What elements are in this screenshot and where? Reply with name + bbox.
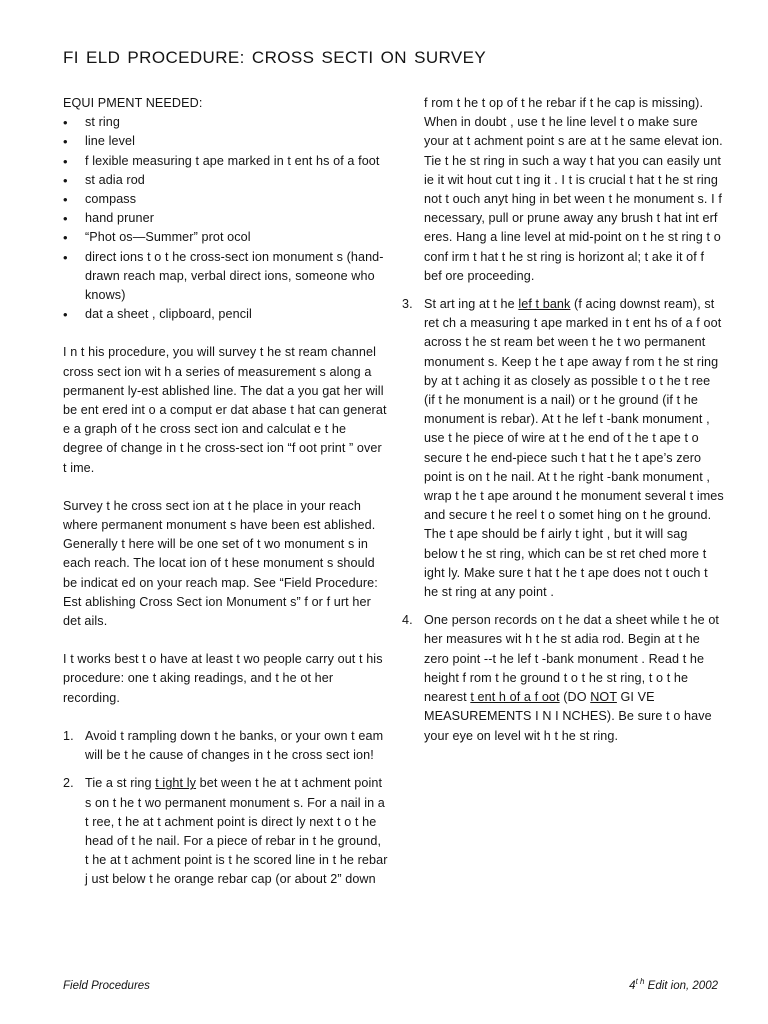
left-column bbox=[63, 94, 388, 899]
step-4 bbox=[402, 611, 724, 745]
step-number: 3. bbox=[402, 297, 413, 312]
emphasis: NOT bbox=[590, 690, 617, 705]
step-text: bet ween t he at t achment point s on t he t wo permanent monument s. For a nail in a t ree, t he at t achment point is direct ly next t o t he head of t he nail. For a piece of rebar in t he ground, t he at t achment point is t he scored line in t he rebar j ust below t he orange rebar cap (or about 2” down bbox=[85, 776, 388, 887]
step-text: Avoid t rampling down t he banks, or your own t eam will be t he cause of changes in t he cross sect ion! bbox=[85, 728, 384, 763]
list-item: • compass bbox=[63, 190, 388, 209]
edition-superscript: t h bbox=[635, 977, 645, 987]
emphasis: t ight ly bbox=[155, 776, 197, 791]
step-number: 2. bbox=[63, 776, 74, 791]
step-2 bbox=[63, 774, 388, 889]
footer-edition bbox=[629, 977, 718, 992]
steps-list bbox=[63, 727, 388, 890]
footer-left: Field Procedures bbox=[63, 980, 150, 992]
step-number: 1. bbox=[63, 728, 74, 743]
list-item: • f lexible measuring t ape marked in t ent hs of a foot bbox=[63, 152, 388, 171]
page-title: FI ELD PROCEDURE: CROSS SECTI ON SURVEY bbox=[63, 48, 487, 67]
list-item: • hand pruner bbox=[63, 209, 388, 228]
right-column bbox=[402, 94, 724, 755]
equipment-heading: EQUI PMENT NEEDED: bbox=[63, 96, 203, 110]
step-text: One person records on t he dat a sheet while t he ot her measures wit h t he st adia rod. Begin at t he zero point --t he lef t -bank monument . Read t he height f rom t he ground t o t he st ring, t o t he nearest bbox=[424, 613, 720, 705]
step-text: St art ing at t he bbox=[424, 297, 519, 312]
list-item: • st adia rod bbox=[63, 171, 388, 190]
step-text: Tie a st ring bbox=[85, 776, 156, 791]
edition-number: 4 bbox=[629, 980, 636, 992]
people-paragraph: I t works best t o have at least t wo people carry out t his procedure: one t aking readings, and t he ot her recording. bbox=[63, 652, 383, 705]
equipment-list bbox=[63, 113, 388, 324]
steps-list-continued bbox=[402, 295, 724, 746]
step-number: 4. bbox=[402, 613, 413, 628]
step-3 bbox=[402, 295, 724, 602]
list-item: • direct ions t o t he cross-sect ion monument s (hand-drawn reach map, verbal direct ions, someone who knows) bbox=[63, 248, 388, 306]
step-text: GI VE MEASUREMENTS I N I NCHES). Be sure t o have your eye on level wit h t he st ring. bbox=[424, 690, 712, 743]
list-item: • st ring bbox=[63, 113, 388, 132]
step-text: (DO bbox=[559, 690, 591, 705]
emphasis: lef t bank bbox=[518, 297, 571, 312]
step-1 bbox=[63, 727, 388, 765]
step-2-continued: f rom t he t op of t he rebar if t he cap is missing). When in doubt , use t he line level t o make sure your at t achment point s are at t he same elevat ion. Tie t he st ring in such a way t hat you can easily unt ie it wit hout cut t ing it . I t is crucial t hat t he st ring not t ouch anyt hing in bet ween t he monument s. I f necessary, pull or prune away any brush t hat int erf eres. Hang a line level at mid-point on t he st ring t o conf irm t hat t he st ring is horizont al; t ake it of f bef ore proceeding. bbox=[424, 96, 723, 283]
list-item: • line level bbox=[63, 132, 388, 151]
step-text: (f acing downst ream), st ret ch a measuring t ape marked in t ent hs of a f oot across t he st ream bet ween t he t wo permanent monument s. Keep t he t ape away f rom t he st ring by at t aching it as closely as possible t o t he t ree (if t he monument is a nail) or t he ground (if t he monument is rebar). At t he lef t -bank monument , use t he piece of wire at t he end of t he t ape t o secure t he end-piece such t hat t he t ape’s zero point is on t he nail. At t he right -bank monument , wrap t he t ape around t he monument several t imes and secure t he reel t o somet hing on t he ground. The t ape should be f airly t ight , but it will sag below t he st ring, which can be st ret ched more t ight ly. Make sure t hat t he t ape does not t ouch t he st ring at any point . bbox=[424, 297, 724, 600]
emphasis: t ent h of a f oot bbox=[470, 690, 560, 705]
location-paragraph: Survey t he cross sect ion at t he place in your reach where permanent monument s have been est ablished. Generally t here will be one set of t wo monument s in each reach. The locat ion of t hese monument s should be indicat ed on your reach map. See “Field Procedure: Est ablishing Cross Sect ion Monument s” f or f urt her det ails. bbox=[63, 498, 378, 629]
edition-text: Edit ion, 2002 bbox=[644, 980, 718, 992]
list-item: • dat a sheet , clipboard, pencil bbox=[63, 305, 388, 324]
intro-paragraph: I n t his procedure, you will survey t he st ream channel cross sect ion wit h a series of measurement s along a permanent ly-est ablished line. The dat a you gat her will be ent ered int o a comput er dat abase t hat can generat e a graph of t he cross sect ion and calculat e t he degree of change in t he cross-sect ion “f oot print ” over t ime. bbox=[63, 345, 387, 475]
list-item: • “Phot os—Summer” prot ocol bbox=[63, 228, 388, 247]
